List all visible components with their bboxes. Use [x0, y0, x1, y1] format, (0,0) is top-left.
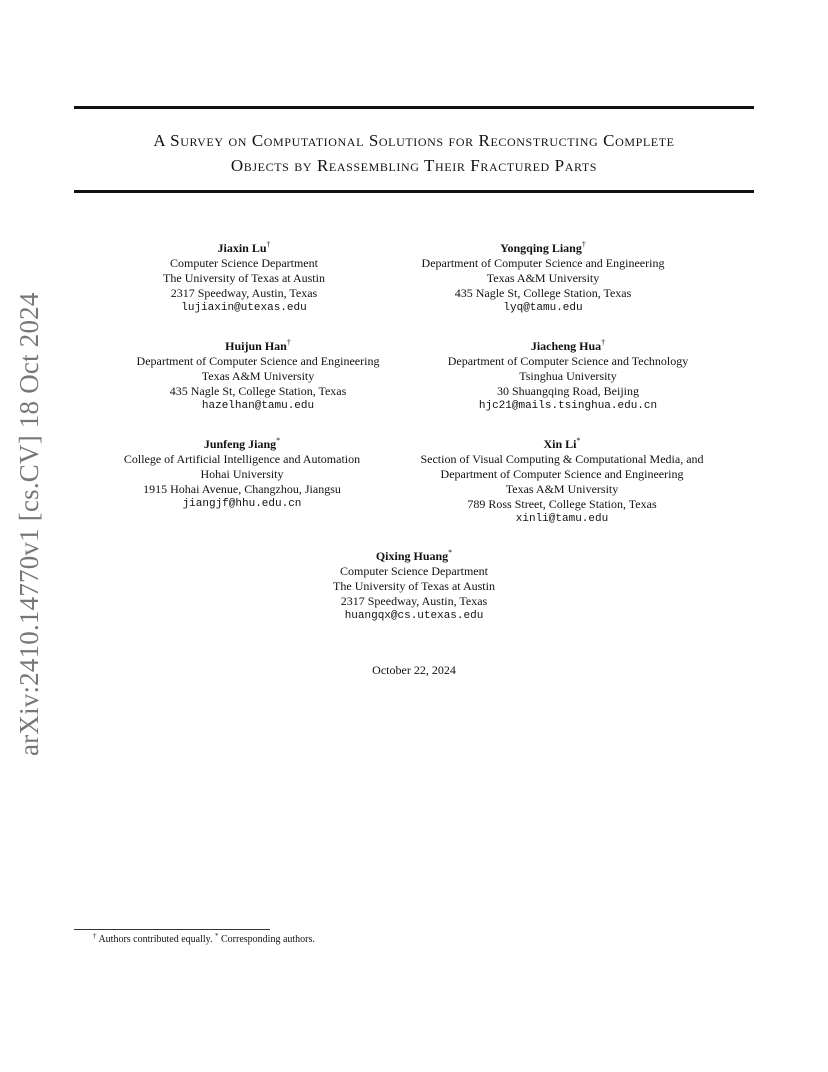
author-email: lyq@tamu.edu: [503, 302, 583, 314]
author-name: Jiaxin Lu†: [217, 240, 271, 255]
author-affiliation: Department of Computer Science and Engineering: [136, 354, 380, 368]
footnote: [93, 934, 315, 945]
author-affiliation: Hohai University: [200, 467, 284, 481]
title-top-rule: [74, 106, 754, 109]
author-affiliation: Department of Computer Science and Engineering: [421, 256, 665, 270]
author-affiliation: The University of Texas at Austin: [163, 271, 325, 285]
author-name: Yongqing Liang†: [500, 240, 586, 255]
author-affiliation: Section of Visual Computing & Computational Media, and: [420, 452, 704, 466]
title-line-2: Objects by Reassembling Their Fractured Parts: [230, 156, 598, 175]
author-address: 2317 Speedway, Austin, Texas: [170, 286, 318, 300]
author-name: Jiacheng Hua†: [530, 338, 606, 353]
author-email: hjc21@mails.tsinghua.edu.cn: [478, 400, 658, 412]
author-email: lujiaxin@utexas.edu: [181, 302, 307, 314]
author-affiliation: Texas A&M University: [486, 271, 600, 285]
author-address: 2317 Speedway, Austin, Texas: [340, 594, 488, 608]
author-affiliation: Computer Science Department: [170, 256, 318, 270]
author-block: [254, 549, 574, 624]
author-block: [82, 437, 402, 512]
author-block: [402, 437, 722, 527]
author-address: 435 Nagle St, College Station, Texas: [169, 384, 347, 398]
author-name: Junfeng Jiang*: [203, 436, 281, 451]
author-name: Qixing Huang*: [375, 548, 453, 563]
author-affiliation: Department of Computer Science and Technology: [447, 354, 689, 368]
author-affiliation: College of Artificial Intelligence and Automation: [123, 452, 361, 466]
arxiv-side-stamp: arXiv:2410.14770v1 [cs.CV] 18 Oct 2024: [14, 292, 44, 756]
title-line-1: A Survey on Computational Solutions for Reconstructing Complete: [153, 131, 675, 150]
paper-title: [74, 128, 754, 178]
footnote-mark-star: *: [215, 932, 219, 940]
author-email: huangqx@cs.utexas.edu: [344, 610, 484, 622]
author-affiliation: The University of Texas at Austin: [333, 579, 495, 593]
author-email: xinli@tamu.edu: [515, 513, 609, 525]
author-address: 30 Shuangqing Road, Beijing: [497, 384, 639, 398]
author-email: hazelhan@tamu.edu: [201, 400, 315, 412]
author-affiliation: Texas A&M University: [201, 369, 315, 383]
author-email: jiangjf@hhu.edu.cn: [182, 498, 302, 510]
author-name: Huijun Han†: [225, 338, 291, 353]
author-block: [383, 241, 703, 316]
footnote-mark-dagger: †: [93, 932, 97, 940]
author-address: 1915 Hohai Avenue, Changzhou, Jiangsu: [143, 482, 341, 496]
footnote-text: Corresponding authors.: [218, 934, 315, 945]
author-affiliation: Department of Computer Science and Engineering: [440, 467, 684, 481]
author-block: [98, 339, 418, 414]
footnote-rule: [74, 929, 270, 930]
author-affiliation: Tsinghua University: [519, 369, 617, 383]
footnote-text: Authors contributed equally.: [96, 934, 215, 945]
author-block: [84, 241, 404, 316]
author-affiliation: Computer Science Department: [340, 564, 488, 578]
author-block: [408, 339, 728, 414]
author-affiliation: Texas A&M University: [505, 482, 619, 496]
author-address: 435 Nagle St, College Station, Texas: [454, 286, 632, 300]
author-address: 789 Ross Street, College Station, Texas: [467, 497, 657, 511]
paper-date: October 22, 2024: [372, 663, 456, 677]
author-name: Xin Li*: [543, 436, 581, 451]
title-bottom-rule: [74, 190, 754, 193]
